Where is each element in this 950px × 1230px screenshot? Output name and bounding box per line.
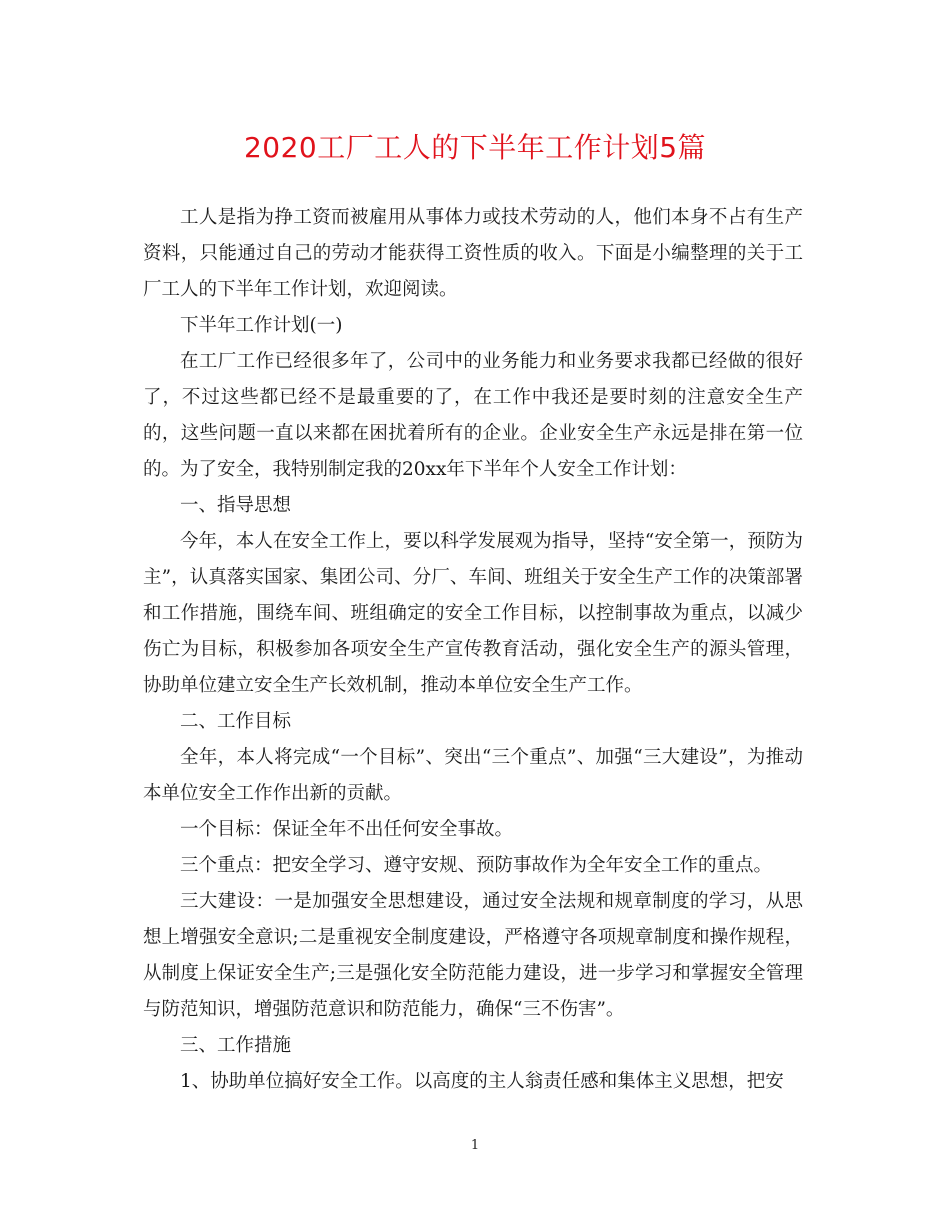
document-title: 2020工厂工人的下半年工作计划5篇 [243, 131, 707, 164]
body-paragraph: 一个目标：保证全年不出任何安全事故。 [180, 819, 514, 840]
body-paragraph: 三个重点：把安全学习、遵守安规、预防事故作为全年安全工作的重点。 [180, 855, 773, 876]
body-paragraph: 今年，本人在安全工作上，要以科学发展观为指导，坚持“安全第一，预防为主”，认真落实国家、集团公司、分厂、车间、班组关于安全生产工作的决策部署和工作措施，围绕车间、班组确定的安全工作目标，以控制事故为重点，以减少伤亡为目标，积极参加各项安全生产宣传教育活动，强化安全生产的源头管理，协助单位建立安全生产长效机制，推动本单位安全生产工作。 [143, 531, 803, 696]
section-heading-work-goals: 二、工作目标 [180, 711, 292, 732]
section-heading-plan-1: 下半年工作计划(一) [180, 315, 343, 336]
body-paragraph: 三大建设：一是加强安全思想建设，通过安全法规和规章制度的学习，从思想上增强安全意识;二是重视安全制度建设，严格遵守各项规章制度和操作规程，从制度上保证安全生产;三是强化安全防范能力建设，进一步学习和掌握安全管理与防范知识，增强防范意识和防范能力，确保“三不伤害”。 [143, 891, 803, 1020]
section-heading-work-measures: 三、工作措施 [180, 1035, 292, 1056]
body-paragraph: 1、协助单位搞好安全工作。以高度的主人翁责任感和集体主义思想，把安 [180, 1071, 784, 1092]
document-body [143, 200, 803, 1100]
page-number: 1 [470, 1138, 480, 1153]
section-heading-guiding-ideology: 一、指导思想 [180, 495, 292, 516]
body-paragraph: 全年，本人将完成“一个目标”、突出“三个重点”、加强“三大建设”，为推动本单位安全工作作出新的贡献。 [143, 747, 803, 804]
body-paragraph: 在工厂工作已经很多年了，公司中的业务能力和业务要求我都已经做的很好了，不过这些都已经不是最重要的了，在工作中我还是要时刻的注意安全生产的，这些问题一直以来都在困扰着所有的企业。企业安全生产永远是排在第一位的。为了安全，我特别制定我的20xx年下半年个人安全工作计划： [143, 351, 803, 480]
intro-paragraph: 工人是指为挣工资而被雇用从事体力或技术劳动的人，他们本身不占有生产资料，只能通过自己的劳动才能获得工资性质的收入。下面是小编整理的关于工厂工人的下半年工作计划，欢迎阅读。 [143, 207, 803, 300]
